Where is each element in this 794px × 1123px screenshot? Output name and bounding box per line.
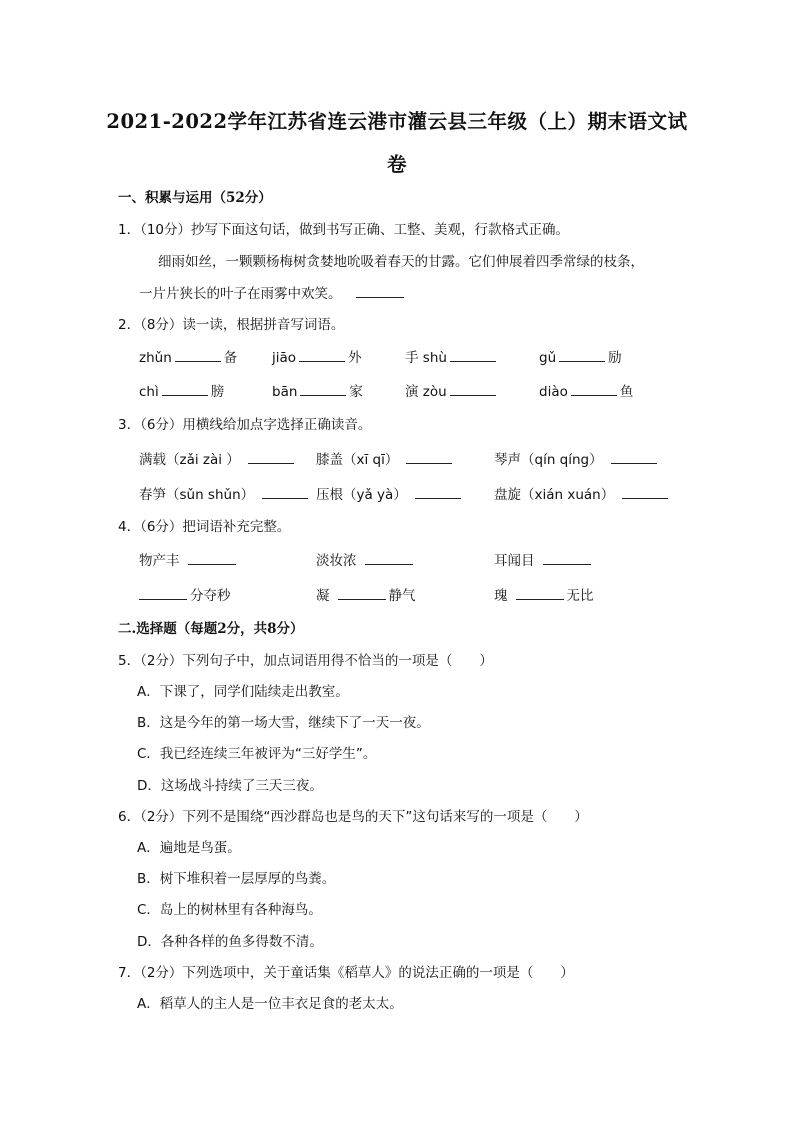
question-2-stem: 2．（8分）读一读，根据拼音写词语。: [118, 317, 345, 333]
answer-blank[interactable]: [543, 563, 591, 565]
option-a[interactable]: A．稻草人的主人是一位丰衣足食的老太太。: [137, 996, 403, 1012]
question-1-passage: 细雨如丝，一颗颗杨梅树贪婪地吮吸着春天的甘露。它们伸展着四季常绿的枝条，: [158, 254, 644, 270]
pinyin-item: bān 家: [272, 384, 363, 400]
question-7-stem: 7．（2分）下列选项中，关于童话集《稻草人》的说法正确的一项是（ ）: [118, 965, 574, 981]
answer-blank[interactable]: [262, 497, 308, 499]
answer-blank[interactable]: [139, 598, 187, 600]
answer-blank[interactable]: [162, 394, 208, 396]
option-a[interactable]: A．遍地是鸟蛋。: [137, 840, 241, 856]
option-b[interactable]: B．树下堆积着一层厚厚的鸟粪。: [137, 871, 336, 887]
option-b[interactable]: B．这是今年的第一场大雪，继续下了一天一夜。: [137, 715, 430, 731]
answer-blank[interactable]: [611, 462, 657, 464]
answer-blank[interactable]: [248, 462, 294, 464]
reading-item: 春笋（sǔn shǔn）: [139, 483, 311, 503]
question-3-stem: 3．（6分）用横线给加点字选择正确读音。: [118, 417, 372, 433]
answer-blank[interactable]: [559, 360, 605, 362]
answer-blank[interactable]: [406, 462, 452, 464]
exam-title-cont: 卷: [386, 153, 407, 176]
pinyin-item: zhǔn 备: [139, 350, 238, 366]
answer-blank[interactable]: [188, 563, 236, 565]
answer-blank[interactable]: [516, 598, 564, 600]
question-4-stem: 4．（6分）把词语补充完整。: [118, 519, 291, 535]
idiom-item: 物产丰: [139, 549, 239, 569]
pinyin-item: chì 膀: [139, 384, 225, 400]
question-6-stem: 6．（2分）下列不是围绕“西沙群岛也是鸟的天下”这句话来写的一项是（ ）: [118, 809, 588, 825]
question-5-stem: 5．（2分）下列句子中，加点词语用得不恰当的一项是（ ）: [118, 653, 493, 669]
pinyin-item: 演 zòu: [405, 380, 499, 400]
reading-item: 压根（yǎ yà）: [316, 483, 464, 503]
option-d[interactable]: D．各种各样的鱼多得数不清。: [137, 934, 323, 950]
question-1-passage-cont: 一片片狭长的叶子在雨雾中欢笑。: [139, 282, 407, 302]
question-1-stem: 1．（10分）抄写下面这句话，做到书写正确、工整、美观，行款格式正确。: [118, 222, 570, 238]
option-c[interactable]: C．我已经连续三年被评为“三好学生”。: [137, 746, 377, 762]
idiom-item: 分夺秒: [139, 584, 231, 604]
answer-blank[interactable]: [571, 394, 617, 396]
pinyin-item: diào 鱼: [539, 384, 634, 400]
idiom-item: 瑰 无比: [494, 588, 594, 604]
answer-blank[interactable]: [622, 497, 668, 499]
reading-item: 琴声（qín qíng）: [494, 448, 660, 468]
reading-item: 盘旋（xián xuán）: [494, 483, 671, 503]
option-d[interactable]: D．这场战斗持续了三天三夜。: [137, 778, 323, 794]
idiom-item: 耳闻目: [494, 549, 594, 569]
section-heading-2: 二.选择题（每题2分，共8分）: [118, 621, 304, 637]
answer-blank[interactable]: [299, 360, 345, 362]
answer-blank[interactable]: [415, 497, 461, 499]
exam-title: 2021-2022学年江苏省连云港市灌云县三年级（上）期末语文试: [106, 110, 688, 133]
reading-item: 膝盖（xī qī）: [316, 448, 455, 468]
answer-blank[interactable]: [365, 563, 413, 565]
idiom-item: 淡妆浓: [316, 549, 416, 569]
pinyin-item: jiāo 外: [272, 350, 362, 366]
pinyin-item: 手 shù: [405, 346, 499, 366]
answer-blank[interactable]: [338, 598, 386, 600]
answer-blank[interactable]: [450, 394, 496, 396]
option-a[interactable]: A．下课了，同学们陆续走出教室。: [137, 684, 349, 700]
answer-blank[interactable]: [450, 360, 496, 362]
reading-item: 满载（zǎi zài ）: [139, 448, 297, 468]
answer-blank[interactable]: [300, 394, 346, 396]
option-c[interactable]: C．岛上的树林里有各种海鸟。: [137, 902, 322, 918]
section-heading-1: 一、积累与运用（52分）: [118, 190, 272, 206]
answer-blank[interactable]: [175, 360, 221, 362]
answer-blank[interactable]: [356, 296, 404, 298]
idiom-item: 凝 静气: [316, 588, 416, 604]
pinyin-item: gǔ 励: [539, 350, 622, 366]
